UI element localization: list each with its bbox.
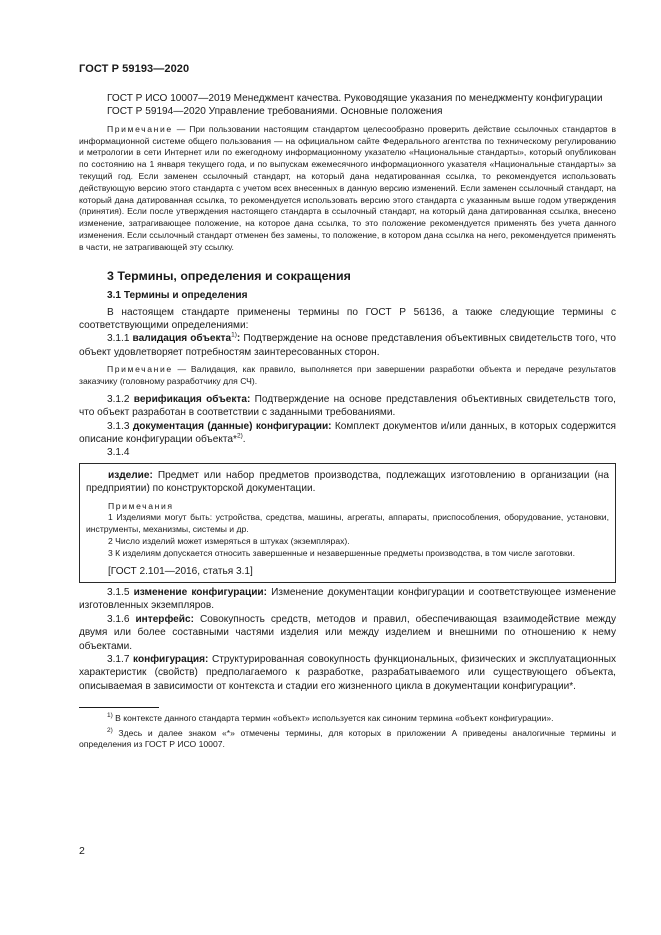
footnote-ref: 2) [236,432,243,440]
analog-mark: * [233,434,237,446]
term-name: конфигурация: [133,654,209,666]
term-definition: Структурированная совокупность функциональных, физических и эксплуатационных характеристик (свойств) предполагаемого к разработке, разрабатываемого или существующего объекта, описываемая в зависимости от контекста и стадии его жизненного цикла в документации конфигурации*. [79,654,616,692]
term-name: изменение конфигурации: [133,587,267,599]
term-3-1-6 [79,613,616,653]
notes-label: Примечания [108,500,174,511]
normative-ref: ГОСТ Р ИСО 10007—2019 Менеджмент качества. Руководящие указания по менеджменту конфигурации [107,93,603,104]
term-3-1-7 [79,653,616,693]
term-name: валидация объекта [132,333,232,345]
intro-paragraph: В настоящем стандарте применены термины по ГОСТ Р 56136, а также следующие термины с соответствующими определениями: [79,306,616,331]
term-name: изделие: [108,469,153,481]
term-end: . [242,434,246,446]
reference-note [79,124,616,254]
term-number: 3.1.6 [107,613,130,625]
term-number: 3.1.1 [107,333,130,345]
term-3-1-2 [79,393,616,420]
page-body [79,92,616,751]
note-label: Примечание [107,123,173,134]
note-text: — При пользовании настоящим стандартом целесообразно проверить действие ссылочных стандартов в информационной системе общего пользования — на официальном сайте Федерального агентства по техническому регулированию и метрологии в сети Интернет или по ежегодному информационному указателю «Национальные стандарты», который опубликован по состоянию на 1 января текущего года, и по выпускам ежемесячного информационного указателя «Национальные стандарты» за текущий год. Если заменен ссылочный стандарт, на который дана недатированная ссылка, то рекомендуется использовать действующую версию этого стандарта с учетом всех внесенных в данную версию изменений. Если заменен ссылочный стандарт, на который дана датированная ссылка, то рекомендуется использовать версию этого стандарта с указанным выше годом утверждения (принятия). Если после утверждения настоящего стандарта в ссылочный стандарт, на который дана датированная ссылка, внесено изменение, затрагивающее положение, на которое дана ссылка, то это положение рекомендуется применять без учета данного изменения. Если ссылочный стандарт отменен без замены, то положение, в котором дана ссылка на него, рекомендуется применять в части, не затрагивающей эту ссылку. [79,123,617,252]
quoted-term-box [79,463,616,583]
footnote-divider [79,707,159,708]
running-header: ГОСТ Р 59193—2020 [79,63,190,75]
term-number: 3.1.7 [107,654,130,666]
term-definition: Комплект документов и/или данных, в которых содержится описание конфигурации объекта [79,420,616,446]
term-number: 3.1.3 [107,420,130,432]
page-number: 2 [79,845,85,857]
footnote-mark: 2) [107,727,113,735]
normative-ref: ГОСТ Р 59194—2020 Управление требованиями. Основные положения [107,106,443,118]
note-item: 1 Изделиями могут быть: устройства, средства, машины, агрегаты, аппараты, приспособления, оборудование, установки, инструменты, механизмы, системы и др. [86,512,609,535]
term-source: [ГОСТ 2.101—2016, статья 3.1] [108,565,253,577]
note-item: 3 К изделиям допускается относить завершенные и незавершенные предметы производства, в том числе заготовки. [108,547,575,558]
term-name: интерфейс: [135,613,194,625]
note-label: Примечание [107,364,173,375]
footnote-text: Здесь и далее знаком «*» отмечены термины, для которых в приложении А приведены аналогичные термины и определения из ГОСТ Р ИСО 10007. [79,727,616,750]
term-number: 3.1.2 [107,393,130,405]
term-definition: Подтверждение на основе представления объективных свидетельств того, что объект разработан в соответствии с заданными требованиями. [79,393,616,419]
footnote [79,713,616,725]
term-colon: : [236,333,241,345]
section-heading: 3 Термины, определения и сокращения [107,268,351,283]
term-definition: Изменение документации конфигурации и соответствующее изменение изготовленных экземпляров. [79,587,617,612]
term-definition: Совокупность средств, методов и правил, обеспечивающая взаимодействие между двумя или более составными частями изделия или между изделием и внешними по отношению к нему объектами. [79,613,616,652]
footnote-ref: 1) [231,332,237,340]
term-3-1-1 [79,332,616,359]
footnote-text: В контексте данного стандарта термин «объект» используется как синоним термина «объект конфигурации». [112,713,554,724]
term-definition: Подтверждение на основе представления объективных свидетельств того, что объект удовлетворяет потребностям заинтересованных сторон. [79,333,616,358]
footnote-mark: 1) [107,712,113,720]
term-3-1-4 [86,469,609,496]
term-definition: Предмет или набор предметов производства, подлежащих изготовлению в организации (на предприятии) по конструкторской документации. [86,469,609,495]
term-number: 3.1.5 [107,587,130,599]
term-name: документация (данные) конфигурации: [132,420,332,432]
footnote [79,728,616,751]
term-3-1-4-number: 3.1.4 [107,447,130,459]
note-item: 2 Число изделий может измеряться в штуках (экземплярах). [108,536,350,547]
subsection-heading: 3.1 Термины и определения [107,289,248,301]
note-text: — Валидация, как правило, выполняется при завершении разработки объекта и передаче результатов заказчику (головному разработчику для СЧ). [79,364,616,386]
term-3-1-5 [79,586,616,613]
term-note [79,364,616,388]
term-name: верификация объекта: [133,393,251,405]
term-3-1-3 [79,420,616,447]
